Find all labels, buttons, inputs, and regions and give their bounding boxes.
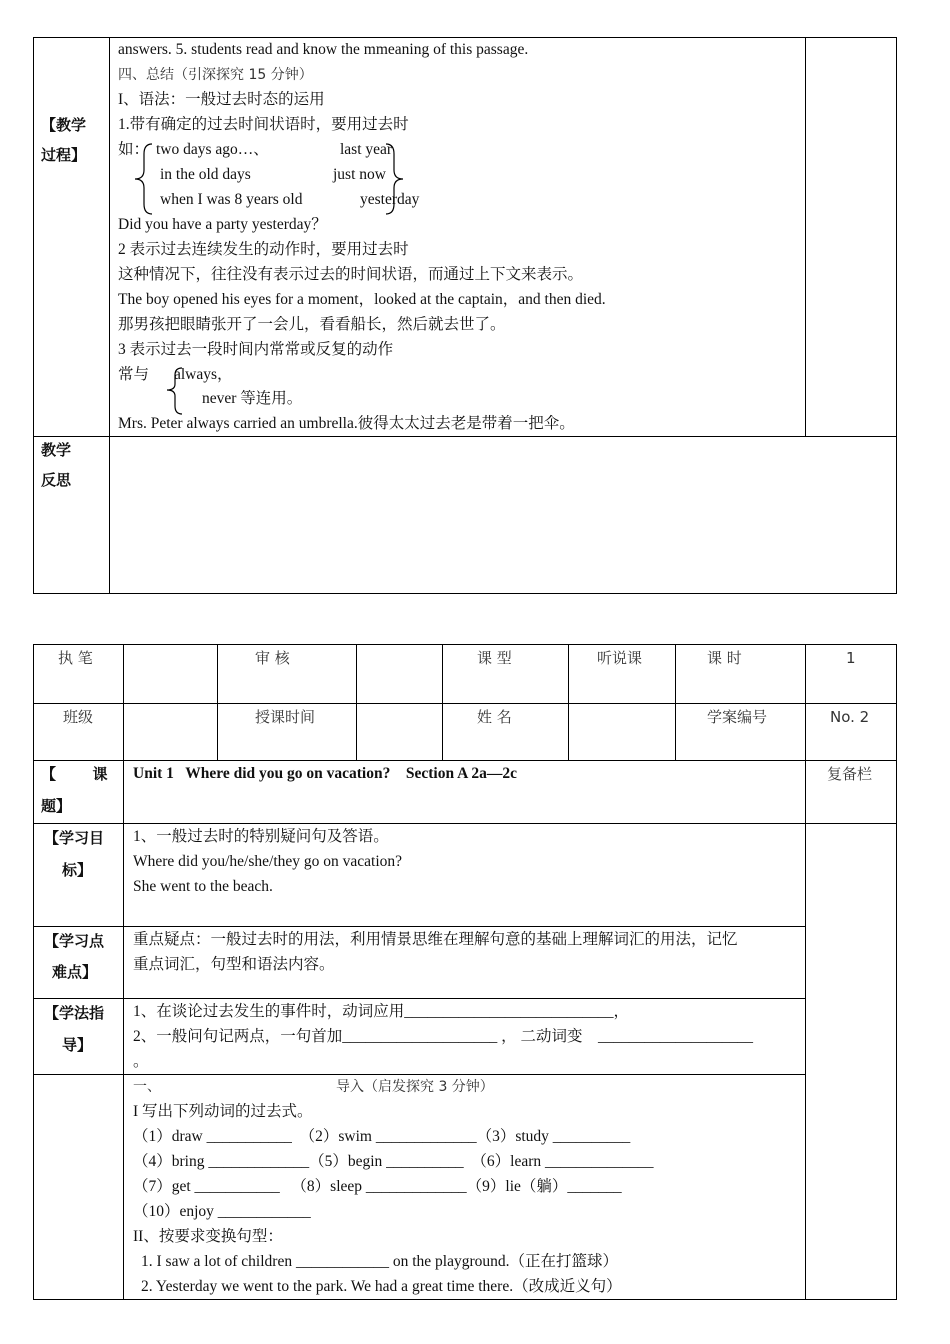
exercise-line: 2. Yesterday we went to the park. We had a great time there.（改成近义句） [141,1278,622,1295]
plan-number-label: 学案编号 [707,708,768,726]
left-brace-icon [160,366,190,416]
table1-top-border [33,37,897,38]
col-border [442,644,443,761]
process-line: The boy opened his eyes for a moment，looked at the captain，and then died. [118,291,606,308]
time-phrase: two days ago…、 [156,141,269,158]
exercise-line: I 写出下列动词的过去式。 [133,1103,313,1120]
lesson-type-label: 课 型 [477,649,512,667]
process-line: always， [174,366,233,383]
example-prefix: 如： [118,141,150,158]
method-label-line1: 【学法指 [44,1004,105,1022]
exercise-line: （1）draw ___________ （2）swim _____________（3）study __________ [133,1128,631,1145]
table1-right-col-divider [805,37,806,437]
key-point-line: 重点词汇，句型和语法内容。 [133,956,335,973]
process-line: 那男孩把眼睛张开了一会儿，看看船长，然后就去世了。 [118,316,506,333]
period-label: 课 时 [707,649,742,667]
exercise-line: （4）bring _____________（5）begin __________ （6）learn ______________ [133,1153,654,1170]
row-border [33,703,897,704]
exercise-line: II、按要求变换句型： [133,1228,283,1245]
time-phrase: when I was 8 years old [160,191,303,208]
method-label-line2: 导】 [62,1036,93,1054]
left-brace-icon [130,142,160,216]
goal-line: She went to the beach. [133,878,273,895]
process-line: never 等连用。 [202,390,303,407]
reviewer-label: 审 核 [255,649,290,667]
reflect-label-line2: 反思 [41,471,72,489]
table1-right-border [896,37,897,594]
row-border [33,998,806,999]
process-line: 这种情况下，往往没有表示过去的时间状语，而通过上下文来表示。 [118,266,584,283]
goal-label-line1: 【学习目 [44,829,105,847]
exercise-line: （7）get ___________ （8）sleep _____________（9）lie（躺）_______ [133,1178,622,1195]
summary-heading: 四、总结（引深探究 15 分钟） [118,67,313,83]
key-label-line1: 【学习点 [44,932,105,950]
topic-label-line1: 【 课 [41,765,108,783]
table2-top-border [33,644,897,645]
lesson-type-value: 听说课 [597,649,643,667]
goal-label-line2: 标】 [62,861,93,879]
col-border [356,644,357,761]
table1-bottom-border [33,593,897,594]
review-column-label: 复备栏 [827,765,873,783]
col-border [805,644,806,1300]
reflect-label-line1: 教学 [41,441,72,459]
key-point-line: 重点疑点：一般过去时的用法，利用情景思维在理解句意的基础上理解词汇的用法，记忆 [133,931,738,948]
row-border [33,926,806,927]
process-line: Mrs. Peter always carried an umbrella.彼得太太过去老是带着一把伞。 [118,415,575,432]
process-label-line2: 过程】 [41,146,87,164]
table2-right-border [896,644,897,1300]
key-label-line2: 难点】 [52,963,98,981]
right-brace-icon [378,142,408,216]
row-border [33,760,897,761]
table1-left-border [33,37,34,594]
process-line: answers. 5. students read and know the mmeaning of this passage. [118,41,529,58]
goal-line: 1、一般过去时的特别疑问句及答语。 [133,828,389,845]
table1-col-divider [109,37,110,594]
process-line: 1.带有确定的过去时间状语时，要用过去时 [118,116,409,133]
topic-label-line2: 题】 [41,797,72,815]
method-line: 2、一般问句记两点，一句首加____________________ ， 二动词变 ____________________ [133,1028,754,1045]
process-label-line1: 【教学 [41,116,87,134]
row-border [33,1074,806,1075]
col-border [123,644,124,1300]
time-phrase: last year [340,141,393,158]
col-border [675,644,676,761]
exercise-line: 1. I saw a lot of children ____________ on the playground.（正在打篮球） [141,1253,618,1270]
process-line: Did you have a party yesterday？ [118,216,327,233]
goal-line: Where did you/he/she/they go on vacation? [133,853,403,870]
plan-number-value: No. 2 [830,708,870,726]
exercise-line: （10）enjoy ____________ [133,1203,311,1220]
topic-title: Unit 1 Where did you go on vacation? Section A 2a—2c [133,765,517,782]
time-phrase: yesterday [360,191,420,208]
method-line: 。 [133,1053,149,1070]
method-line: 1、在谈论过去发生的事件时，动词应用___________________________， [133,1003,630,1020]
col-border [568,644,569,761]
name-label: 姓 名 [477,708,512,726]
class-label: 班级 [63,708,94,726]
col-border [217,644,218,761]
process-line: 2 表示过去连续发生的动作时，要用过去时 [118,241,409,258]
grammar-heading: I、语法：一般过去时态的运用 [118,91,325,108]
table1-mid-border [33,436,897,437]
process-line: 常与 [118,366,150,383]
period-value: 1 [846,649,856,667]
process-line: 3 表示过去一段时间内常常或反复的动作 [118,341,394,358]
writer-label: 执 笔 [58,649,93,667]
table2-bottom-border [33,1299,897,1300]
time-phrase: just now [333,166,386,183]
time-phrase: in the old days [160,166,251,183]
table2-left-border [33,644,34,1300]
row-border [33,823,897,824]
intro-number: 一、 [133,1079,161,1095]
intro-heading: 导入（启发探究 3 分钟） [336,1079,494,1095]
lesson-time-label: 授课时间 [255,708,316,726]
